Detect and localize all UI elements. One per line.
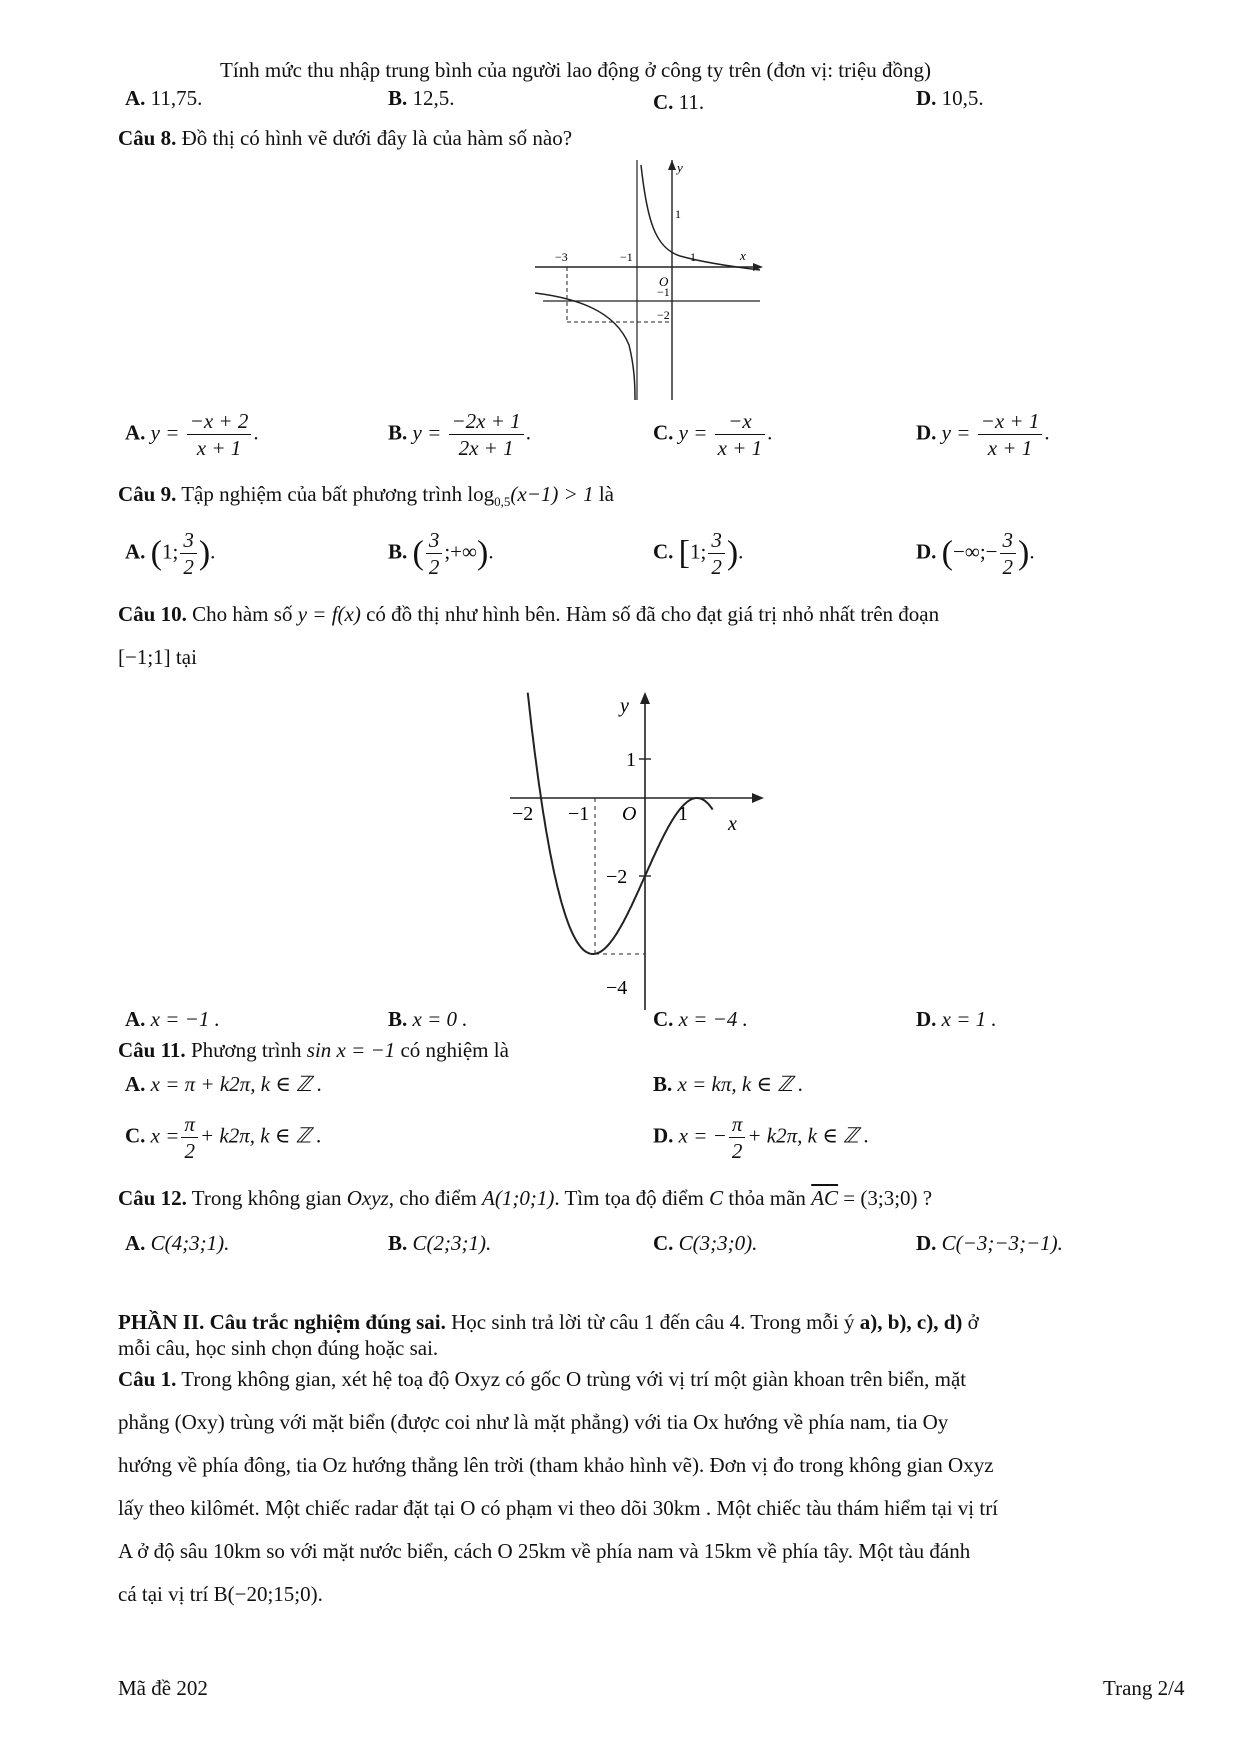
- c1-line-6: cá tại vị trí B(−20;15;0).: [118, 1582, 323, 1606]
- q8-label-x: x: [740, 248, 746, 263]
- q10-option-b[interactable]: B. x = 0 .: [388, 1007, 468, 1031]
- q10-label-x: x: [728, 813, 737, 835]
- c1-line-2: phẳng (Oxy) trùng với mặt biển (được coi như là mặt phẳng) với tia Ox hướng về phía nam, tia Oy: [118, 1410, 949, 1434]
- question-9: Câu 9. Tập nghiệm của bất phương trình $\log_{0,5}(x-1) > 1$ là: [118, 482, 614, 510]
- q8-option-d[interactable]: D. y = $\frac{-x + 1}{x + 1}$ .: [916, 409, 1050, 460]
- q8-label-m3: −3: [555, 250, 568, 264]
- q8-label-ym1: −1: [657, 285, 670, 299]
- q8-y-arrow: [668, 160, 676, 170]
- q10-label-xm1: −1: [568, 803, 590, 825]
- part2-question-1: [118, 1358, 1178, 1616]
- q8-option-b[interactable]: B. y = $\frac{-2x + 1}{2x + 1}$ .: [388, 409, 531, 460]
- q9-option-d[interactable]: D. (−∞;− $\frac{3}{2}$ ).: [916, 528, 1035, 579]
- q12-option-b[interactable]: B. C(2;3;1).: [388, 1231, 492, 1255]
- c1-line-3: hướng về phía đông, tia Oz hướng thẳng lên trời (tham khảo hình vẽ). Đơn vị đo trong không gian Oxyz: [118, 1453, 994, 1477]
- q8-hyperbola-graph: [535, 160, 765, 400]
- q8-label-ym2: −2: [657, 308, 670, 322]
- q10-label-ym4: −4: [606, 977, 628, 999]
- question-11: Câu 11. Phương trình sin x = −1 có nghiệm là: [118, 1038, 509, 1062]
- q8-left-branch: [535, 293, 635, 400]
- q8-label-p1: 1: [690, 250, 696, 264]
- q10-option-a[interactable]: A. x = −1 .: [125, 1007, 220, 1031]
- q8-label-y: y: [677, 160, 683, 175]
- part2-heading-line2: mỗi câu, học sinh chọn đúng hoặc sai.: [118, 1336, 439, 1360]
- q10-label-ym2: −2: [606, 866, 628, 888]
- q7-option-d[interactable]: D. 10,5.: [916, 86, 984, 110]
- q8-option-c[interactable]: C. y = $\frac{-x}{x + 1}$ .: [653, 409, 773, 460]
- question-10-line1: Câu 10. Cho hàm số y = f(x) có đồ thị như hình bên. Hàm số đã cho đạt giá trị nhỏ nhất trên đoạn: [118, 602, 940, 626]
- question-12: Câu 12. Trong không gian Oxyz, cho điểm A(1;0;1). Tìm tọa độ điểm C thỏa mãn $\overline{AC}$ = (3;3;0) ?: [118, 1186, 933, 1210]
- footer-exam-code: Mã đề 202: [118, 1676, 208, 1700]
- q10-label-xm2: −2: [512, 803, 534, 825]
- q8-label-o: O: [659, 274, 669, 289]
- q11-option-d[interactable]: D. x = − $\frac{\pi}{2}$ + k2π, k ∈ ℤ .: [653, 1112, 870, 1163]
- part2-heading-line1: PHẦN II. Câu trắc nghiệm đúng sai. Học sinh trả lời từ câu 1 đến câu 4. Trong mỗi ý a), b), c), d) ở: [118, 1310, 979, 1334]
- q12-option-a[interactable]: A. C(4;3;1).: [125, 1231, 230, 1255]
- q10-label-y: y: [620, 695, 629, 717]
- q10-label-y1: 1: [626, 749, 636, 771]
- c1-line-5: A ở độ sâu 10km so với mặt nước biển, cách O 25km về phía nam và 15km về phía tây. Một tàu đánh: [118, 1539, 971, 1563]
- q11-option-b[interactable]: B. x = kπ, k ∈ ℤ .: [653, 1072, 804, 1096]
- q9-option-b[interactable]: B. ( $\frac{3}{2}$ ;+∞).: [388, 528, 494, 579]
- q10-x-arrow: [752, 793, 764, 803]
- question-10-line2: [−1;1] tại: [118, 645, 197, 669]
- q7-option-c[interactable]: C. 11.: [653, 90, 705, 114]
- q9-option-c[interactable]: C. [1; $\frac{3}{2}$ ).: [653, 528, 744, 579]
- q8-option-a[interactable]: A. y = $\frac{-x + 2}{x + 1}$ .: [125, 409, 259, 460]
- q10-y-arrow: [640, 692, 650, 704]
- q9-option-a[interactable]: A. (1; $\frac{3}{2}$ ).: [125, 528, 216, 579]
- q10-option-c[interactable]: C. x = −4 .: [653, 1007, 748, 1031]
- q10-option-d[interactable]: D. x = 1 .: [916, 1007, 997, 1031]
- q10-cubic-graph: [500, 690, 770, 1010]
- c1-line-4: lấy theo kilômét. Một chiếc radar đặt tại O có phạm vi theo dõi 30km . Một chiếc tàu thám hiểm tại vị trí: [118, 1496, 999, 1520]
- q10-label-o: O: [622, 803, 637, 825]
- q8-label-m1: −1: [620, 250, 633, 264]
- q11-option-c[interactable]: C. x = $\frac{\pi}{2}$ + k2π, k ∈ ℤ .: [125, 1112, 322, 1163]
- c1-line-1: Câu 1. Trong không gian, xét hệ toạ độ Oxyz có gốc O trùng với vị trí một giàn khoan trên biển, mặt: [118, 1367, 967, 1391]
- q8-label-y1: 1: [675, 207, 681, 221]
- q11-option-a[interactable]: A. x = π + k2π, k ∈ ℤ .: [125, 1072, 323, 1096]
- q7-option-a[interactable]: A. 11,75.: [125, 86, 203, 110]
- q12-option-c[interactable]: C. C(3;3;0).: [653, 1231, 758, 1255]
- footer-page-number: Trang 2/4: [1103, 1676, 1185, 1700]
- question-8: Câu 8. Đồ thị có hình vẽ dưới đây là của hàm số nào?: [118, 126, 573, 150]
- q10-label-x1: 1: [678, 803, 688, 825]
- q7-option-b[interactable]: B. 12,5.: [388, 86, 455, 110]
- question-7-stem: Tính mức thu nhập trung bình của người lao động ở công ty trên (đơn vị: triệu đồng): [220, 58, 932, 82]
- q12-option-d[interactable]: D. C(−3;−3;−1).: [916, 1231, 1063, 1255]
